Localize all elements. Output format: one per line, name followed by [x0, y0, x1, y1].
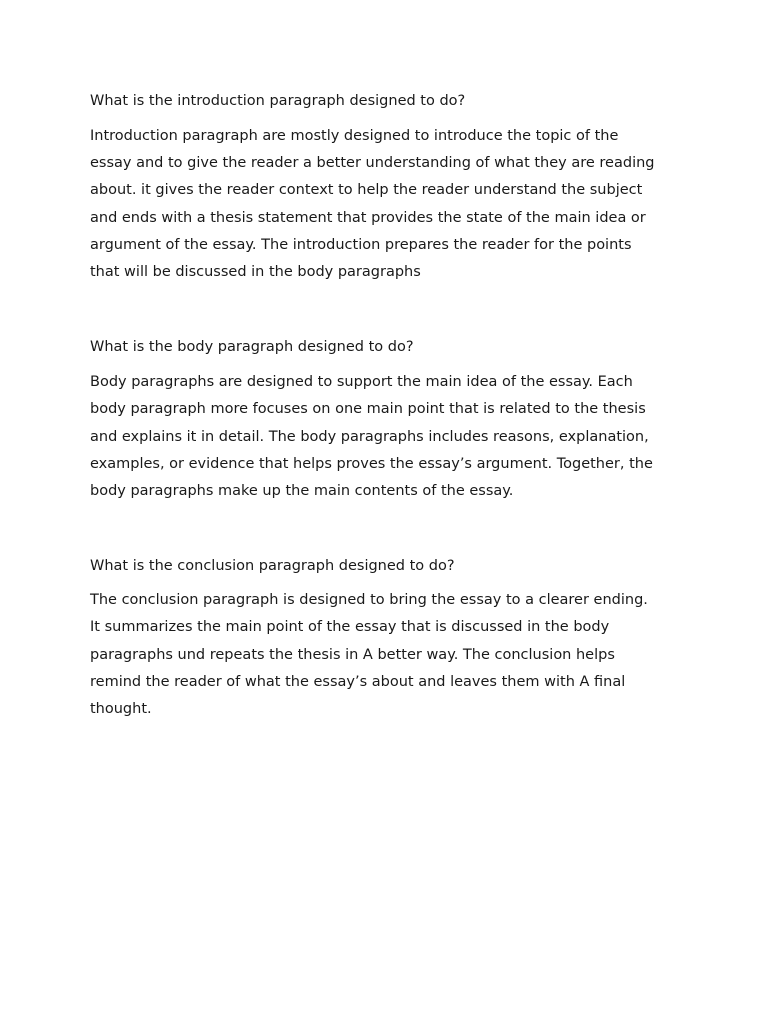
answer-line: body paragraphs make up the main contents of the essay. [90, 483, 514, 500]
document-page [90, 91, 690, 723]
answer-line: about. it gives the reader context to help the reader understand the subject [90, 182, 643, 199]
answer-line: Body paragraphs are designed to support the main idea of the essay. Each [90, 374, 633, 391]
answer-line: essay and to give the reader a better understanding of what they are reading [90, 155, 655, 172]
answer-line: The conclusion paragraph is designed to bring the essay to a clearer ending. [90, 592, 648, 609]
answer-line: remind the reader of what the essay’s about and leaves them with A final [90, 673, 626, 690]
answer-line: examples, or evidence that helps proves the essay’s argument. Together, the [90, 455, 653, 472]
answer-line: and ends with a thesis statement that provides the state of the main idea or [90, 209, 646, 226]
answer-paragraph [90, 369, 690, 505]
question-heading: What is the conclusion paragraph designed to do? [90, 558, 455, 575]
section-body [90, 337, 690, 505]
question-heading: What is the body paragraph designed to do? [90, 339, 414, 356]
answer-line: argument of the essay. The introduction prepares the reader for the points [90, 236, 632, 253]
answer-line: thought. [90, 701, 152, 718]
answer-paragraph [90, 123, 690, 286]
answer-line: that will be discussed in the body paragraphs [90, 264, 421, 281]
section-conclusion [90, 556, 690, 723]
section-introduction [90, 91, 690, 286]
answer-line: It summarizes the main point of the essay that is discussed in the body [90, 619, 610, 636]
answer-line: Introduction paragraph are mostly designed to introduce the topic of the [90, 128, 619, 144]
answer-line: body paragraph more focuses on one main point that is related to the thesis [90, 401, 646, 418]
answer-line: and explains it in detail. The body paragraphs includes reasons, explanation, [90, 428, 649, 445]
answer-paragraph [90, 587, 690, 723]
question-heading: What is the introduction paragraph designed to do? [90, 93, 466, 109]
answer-line: paragraphs und repeats the thesis in A better way. The conclusion helps [90, 646, 615, 663]
